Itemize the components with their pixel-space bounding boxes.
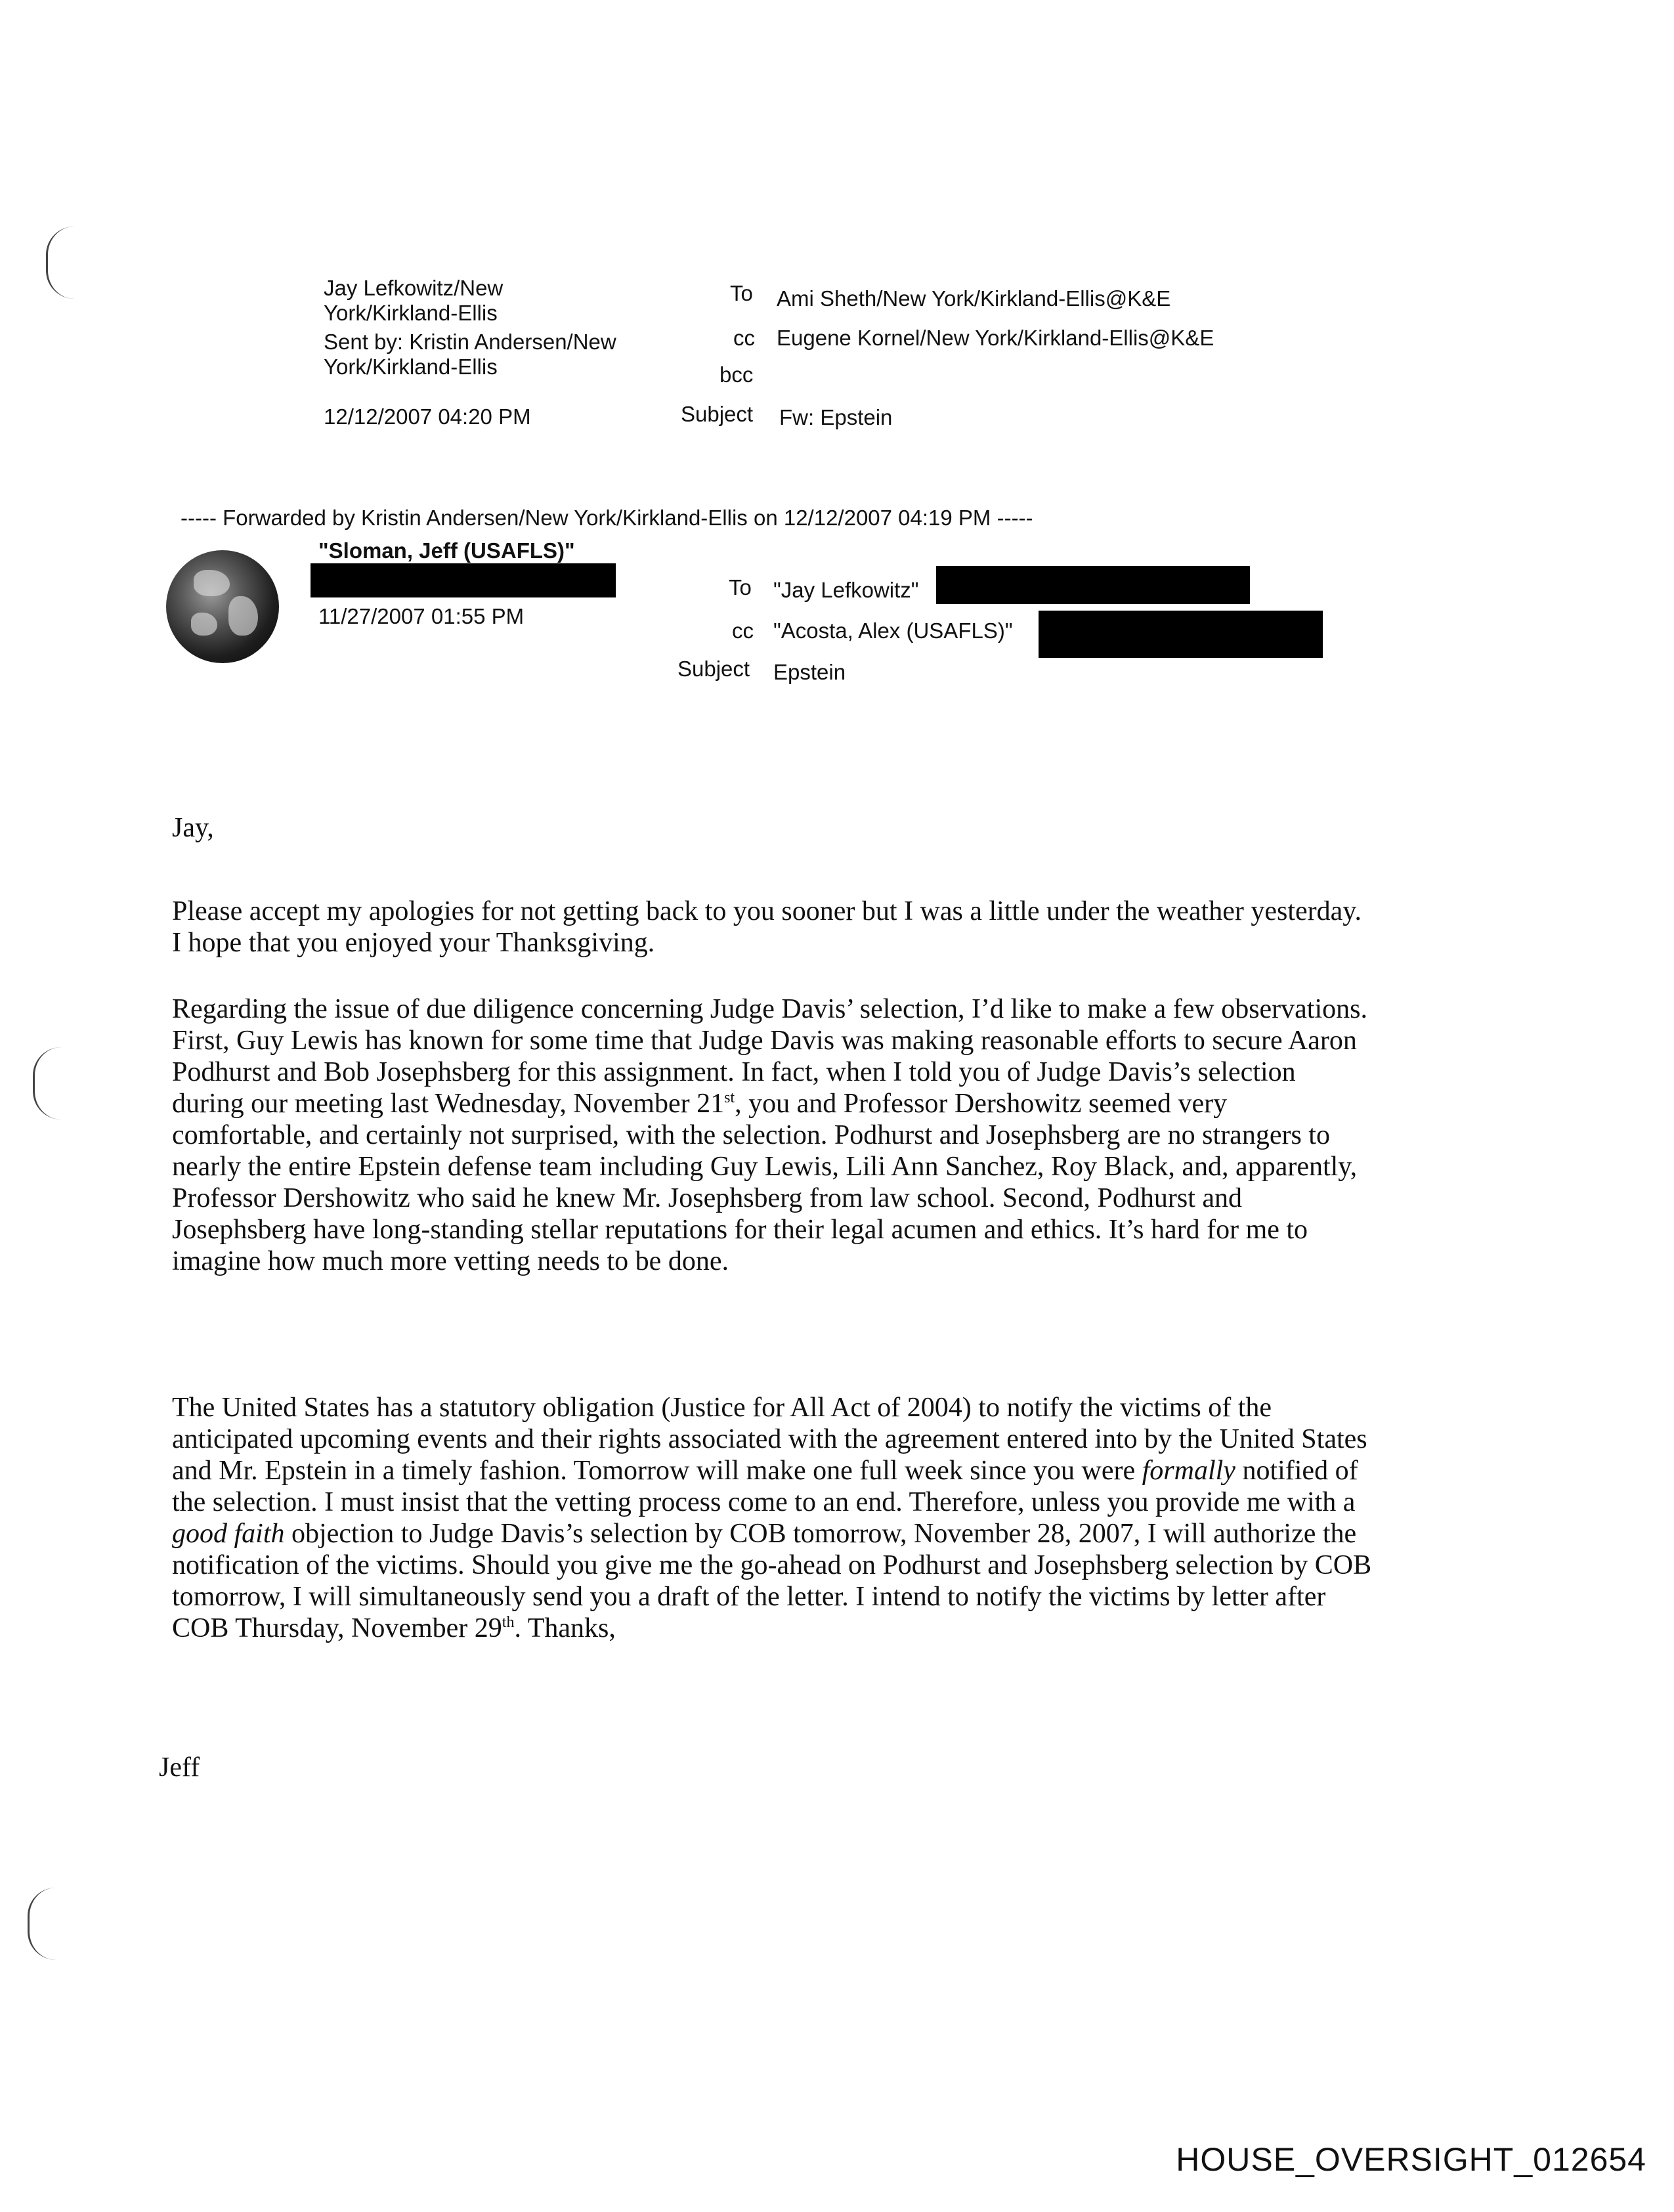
- redaction-cc-email: [1039, 611, 1323, 658]
- cc-value: Eugene Kornel/New York/Kirkland-Ellis@K&E: [777, 326, 1214, 350]
- original-from: "Sloman, Jeff (USAFLS)": [318, 538, 575, 563]
- original-cc-label: cc: [732, 618, 754, 643]
- original-subject-value: Epstein: [773, 660, 846, 684]
- to-value: Ami Sheth/New York/Kirkland-Ellis@K&E: [777, 286, 1171, 311]
- redaction-from-email: [311, 563, 616, 597]
- sent-date: 12/12/2007 04:20 PM: [324, 404, 531, 429]
- paragraph-due-diligence: Regarding the issue of due diligence concerning Judge Davis’ selection, I’d like to make a few observations. First, Guy Lewis has known for some time that Judge Davis was making reasonable efforts to secure Aaron Podhurst and Bob Josephsberg for this assignment. In fact, when I told you of Judge Davis’s selection during our meeting last Wednesday, November 21st, you and Professor Dershowitz seemed very comfortable, and certainly not surprised, with the selection. Podhurst and Josephsberg are no strangers to nearly the entire Epstein defense team including Guy Lewis, Lili Ann Sanchez, Roy Black, and, apparently, Professor Dershowitz who said he knew Mr. Josephsberg from law school. Second, Podhurst and Josephsberg have long-standing stellar reputations for their legal acumen and ethics. It’s hard for me to imagine how much more vetting needs to be done.: [172, 994, 1367, 1276]
- sent-by: Sent by: Kristin Andersen/New York/Kirkland-Ellis: [324, 330, 616, 379]
- punch-hole-middle: [33, 1047, 61, 1119]
- from-name: Jay Lefkowitz/New York/Kirkland-Ellis: [324, 276, 504, 325]
- paragraph-apology: Please accept my apologies for not getting back to you sooner but I was a little under the weather yesterday. I hope that you enjoyed your Thanksgiving.: [172, 896, 1362, 958]
- bates-number: HOUSE_OVERSIGHT_012654: [1176, 2141, 1646, 2178]
- original-to-value: "Jay Lefkowitz": [773, 578, 919, 602]
- punch-hole-bottom: [28, 1888, 56, 1960]
- subject-value: Fw: Epstein: [779, 405, 893, 429]
- bcc-label: bcc: [719, 362, 754, 387]
- original-cc-value: "Acosta, Alex (USAFLS)": [773, 618, 1013, 643]
- paragraph-statutory-obligation: The United States has a statutory obligation (Justice for All Act of 2004) to notify the victims of the anticipated upcoming events and their rights associated with the agreement entered into by the United States and Mr. Epstein in a timely fashion. Tomorrow will make one full week since you were formally notified of the selection. I must insist that the vetting process come to an end. Therefore, unless you provide me with a good faith objection to Judge Davis’s selection by COB tomorrow, November 28, 2007, I will authorize the notification of the victims. Should you give me the go-ahead on Podhurst and Josephsberg selection by COB tomorrow, I will simultaneously send you a draft of the letter. I intend to notify the victims by letter after COB Thursday, November 29th. Thanks,: [172, 1393, 1372, 1643]
- signoff: Jeff: [159, 1752, 200, 1783]
- original-subject-label: Subject: [677, 657, 750, 681]
- original-to-label: To: [729, 575, 752, 599]
- to-label: To: [730, 281, 753, 305]
- sender-avatar: [166, 550, 279, 663]
- salutation: Jay,: [172, 813, 214, 843]
- punch-hole-top: [46, 227, 74, 299]
- forwarded-line: ----- Forwarded by Kristin Andersen/New York/Kirkland-Ellis on 12/12/2007 04:19 PM -----: [181, 506, 1033, 530]
- cc-label: cc: [733, 326, 755, 350]
- original-date: 11/27/2007 01:55 PM: [318, 604, 525, 628]
- redaction-to-email: [936, 566, 1250, 604]
- subject-label: Subject: [681, 402, 754, 426]
